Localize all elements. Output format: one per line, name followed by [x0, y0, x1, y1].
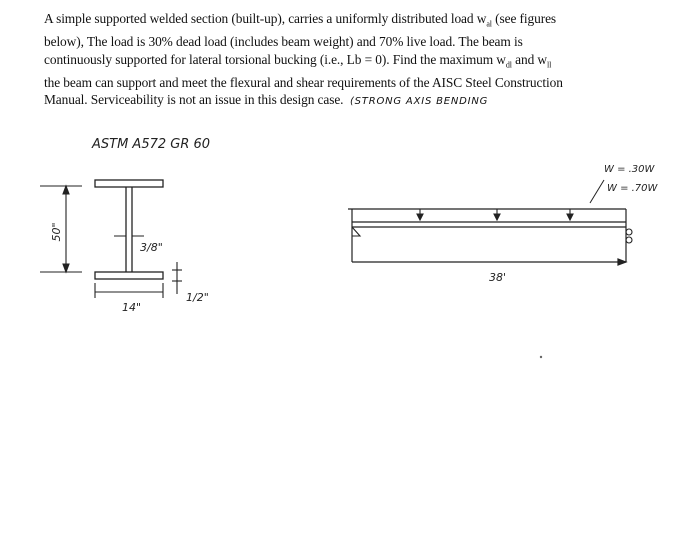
live-load-label: W = .70W: [607, 183, 658, 194]
problem-line-3: continuously supported for lateral torsional bucking (i.e., Lb = 0). Find the maximum $w_{dl}$ and $w_{ll}$: [44, 51, 552, 70]
problem-line-1: A simple supported welded section (built-up), carries a uniformly distributed load $w_{al}$ (see figures: [44, 11, 557, 29]
right-support-roller: [626, 229, 632, 243]
flange-thickness-dimension: [172, 262, 182, 294]
load-leader-line: [590, 180, 604, 203]
handwritten-note: (STRONG AXIS BENDING: [349, 96, 489, 108]
flange-width-dimension: [95, 283, 163, 298]
span-label: 38': [489, 271, 507, 284]
bottom-flange: [95, 272, 163, 279]
beam-elevation: [348, 209, 626, 265]
left-support: [352, 227, 360, 236]
load-arrows: [417, 209, 573, 220]
subscript-ll: ll: [547, 60, 552, 70]
web-thickness-label: 3/8": [140, 241, 163, 254]
flange-thickness-label: 1/2": [186, 291, 209, 304]
dead-load-label: W = .30W: [604, 164, 655, 175]
flange-width-label: 14": [122, 301, 142, 314]
top-flange: [95, 180, 163, 187]
problem-line-2: below), The load is 30% dead load (includes beam weight) and 70% live load. The beam is: [44, 34, 523, 50]
stray-mark: [540, 356, 542, 358]
subscript-al: al: [486, 19, 492, 29]
problem-line-5: Manual. Serviceability is not an issue in this design case. (STRONG AXIS BENDING: [44, 92, 489, 108]
i-beam-section: [95, 180, 163, 279]
problem-line-4: the beam can support and meet the flexural and shear requirements of the AISC Steel Construction: [44, 74, 563, 90]
subscript-dl: dl: [505, 60, 512, 70]
material-label: ASTM A572 GR 60: [92, 137, 211, 152]
depth-label: 50": [50, 222, 63, 242]
